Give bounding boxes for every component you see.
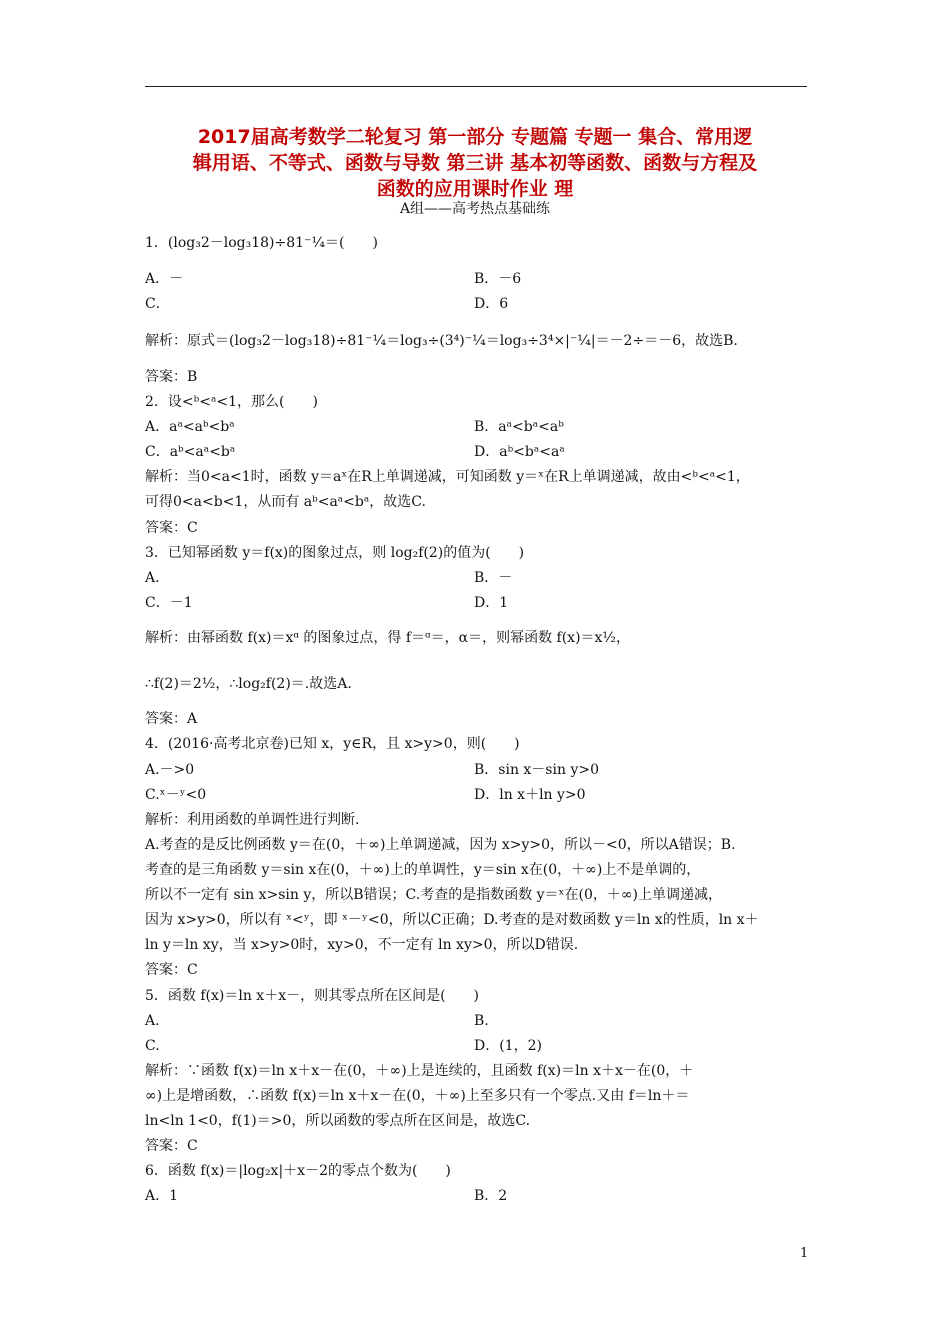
solution-4-line-3: 考查的是三角函数 y＝sin x在(0，＋∞)上的单调性，y＝sin x在(0，＋∞)上不是单调的， [145,862,701,878]
document-title [130,124,820,202]
option-4c: C.ˣ－ʸ<0 [145,787,207,803]
solution-4-line-6: ln y＝ln xy，当 x>y>0时，xy>0，不一定有 ln xy>0，所以D错误. [145,937,579,953]
solution-2-line-1: 解析：当0<a<1时，函数 y＝aˣ在R上单调递减，可知函数 y＝ˣ在R上单调递减，故由<ᵇ<ᵃ<1， [145,469,750,485]
question-1: 1．(log₃2－log₃18)÷81⁻¹⁄₄＝( ) [145,235,378,251]
option-3c: C．－1 [145,595,193,611]
question-6: 6．函数 f(x)＝|log₂x|＋x－2的零点个数为( ) [145,1163,451,1179]
answer-5: 答案：C [145,1138,198,1154]
question-5: 5．函数 f(x)＝ln x＋x－，则其零点所在区间是( ) [145,988,480,1004]
option-1c: C． [145,296,170,312]
solution-4-line-2: A.考查的是反比例函数 y＝在(0，＋∞)上单调递减，因为 x>y>0，所以－<0，所以A错误；B. [145,837,736,853]
header-rule [145,86,807,87]
option-3d: D．1 [474,595,509,611]
solution-5-line-1: 解析：∵函数 f(x)＝ln x＋x－在(0，＋∞)上是连续的，且函数 f(x)＝ln x＋x－在(0，＋ [145,1063,694,1079]
option-2c: C．aᵇ<aᵃ<bᵃ [145,444,236,460]
answer-4: 答案：C [145,962,198,978]
option-5b: B. [474,1013,489,1029]
solution-4-line-5: 因为 x>y>0，所以有 ˣ<ʸ，即 ˣ－ʸ<0，所以C正确；D.考查的是对数函数 y＝ln x的性质，ln x＋ [145,912,759,928]
solution-5-line-2: ∞)上是增函数，∴函数 f(x)＝ln x＋x－在(0，＋∞)上至多只有一个零点.又由 f＝ln＋＝ [145,1088,690,1104]
option-5d: D．(1，2) [474,1038,542,1054]
title-line-1: 2017届高考数学二轮复习 第一部分 专题篇 专题一 集合、常用逻 [197,126,753,148]
solution-2-line-2: 可得0<a<b<1，从而有 aᵇ<aᵃ<bᵃ，故选C. [145,494,426,510]
answer-1: 答案：B [145,369,198,385]
solution-3-line-1: 解析：由幂函数 f(x)＝xᵅ 的图象过点，得 f＝ᵅ＝，α＝，则幂函数 f(x)＝x¹⁄₂， [145,630,630,646]
option-4d: D．ln x＋ln y>0 [474,787,586,803]
option-4a: A.－>0 [145,762,195,778]
option-6b: B．2 [474,1188,508,1204]
solution-3-line-2: ∴f(2)＝2¹⁄₂，∴log₂f(2)＝.故选A. [145,676,352,692]
option-3b: B．－ [474,570,513,586]
option-6a: A．1 [145,1188,179,1204]
question-2: 2．设<ᵇ<ᵃ<1，那么( ) [145,394,318,410]
solution-5-line-3: ln<ln 1<0，f(1)＝>0，所以函数的零点所在区间是，故选C. [145,1113,531,1129]
option-1b: B．－6 [474,271,522,287]
page-number: 1 [800,1246,809,1261]
option-5c: C. [145,1038,160,1054]
title-line-3: 函数的应用课时作业 理 [376,178,574,200]
option-3a: A. [145,570,160,586]
option-2d: D．aᵇ<bᵃ<aᵃ [474,444,565,460]
solution-1: 解析：原式＝(log₃2－log₃18)÷81⁻¹⁄₄＝log₃÷(3⁴)⁻¹⁄₄＝log₃÷3⁴×|⁻¹⁄₄|＝－2÷＝－6，故选B. [145,333,738,349]
option-2a: A．aᵃ<aᵇ<bᵃ [145,419,235,435]
question-3: 3．已知幂函数 y＝f(x)的图象过点，则 log₂f(2)的值为( ) [145,545,525,561]
option-5a: A. [145,1013,160,1029]
option-1d: D．6 [474,296,509,312]
option-1a: A．－ [145,271,184,287]
answer-3: 答案：A [145,711,198,727]
option-4b: B．sin x－sin y>0 [474,762,599,778]
title-line-2: 辑用语、不等式、函数与导数 第三讲 基本初等函数、函数与方程及 [192,152,758,174]
option-2b: B．aᵃ<bᵃ<aᵇ [474,419,564,435]
answer-2: 答案：C [145,520,198,536]
section-subtitle: A组——高考热点基础练 [399,201,551,217]
solution-4-line-4: 所以不一定有 sin x>sin y，所以B错误；C.考查的是指数函数 y＝ˣ在(0，＋∞)上单调递减， [145,887,722,903]
question-4: 4．(2016·高考北京卷)已知 x，y∈R，且 x>y>0，则( ) [145,736,520,752]
solution-4-line-1: 解析：利用函数的单调性进行判断. [145,812,360,828]
